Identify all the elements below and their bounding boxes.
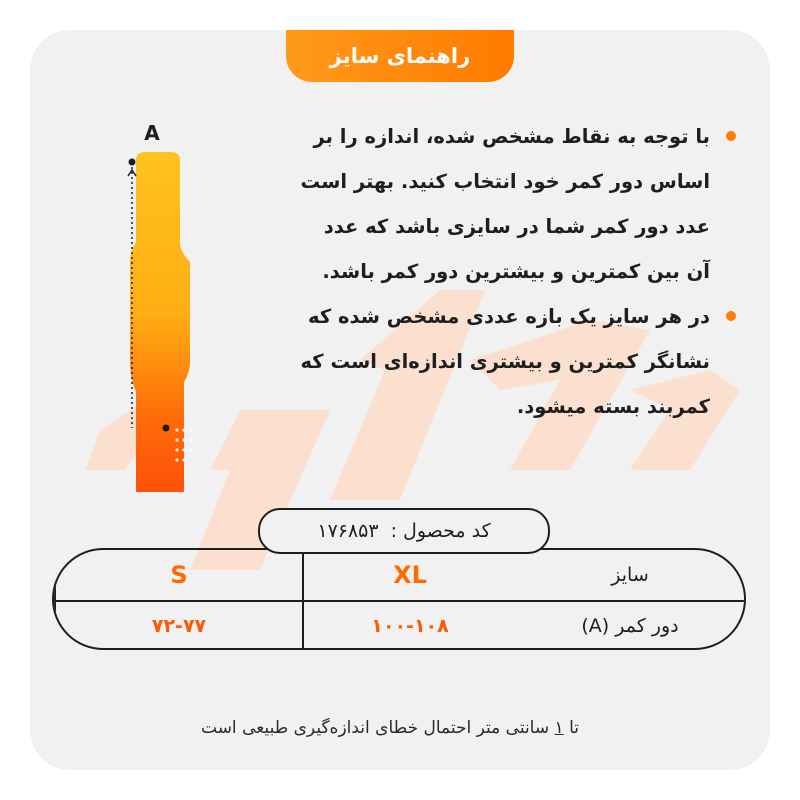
product-code-label: کد محصول :	[390, 520, 491, 542]
bullet-dot-icon	[726, 131, 736, 141]
footnote-prefix: تا	[569, 718, 579, 738]
table-row	[54, 600, 744, 650]
instruction-text: در هر سایز یک بازه عددی مشخص شده که نشانگر کمترین و بیشتری اندازه‌ای است که کمربند بسته میشود.	[300, 305, 710, 418]
row-label-cell: دور کمر (A)	[581, 615, 679, 637]
footnote	[150, 718, 630, 738]
footnote-number: ۱	[554, 718, 564, 738]
belt-shape	[130, 152, 190, 492]
belt-label-a: A	[144, 121, 160, 145]
measure-point-bottom	[163, 425, 170, 432]
size-s-header: S	[54, 550, 302, 600]
header-label-cell: سایز	[611, 564, 649, 586]
size-guide-card	[30, 30, 770, 770]
size-xl-header: XL	[302, 550, 516, 600]
instruction-item	[298, 114, 738, 294]
product-code-value: ۱۷۶۸۵۳	[317, 520, 379, 542]
range-s-cell: ۷۲-۷۷	[54, 602, 302, 650]
measure-point-top-left	[129, 159, 136, 166]
size-table	[52, 548, 746, 650]
instruction-text: با توجه به نقاط مشخص شده، اندازه را بر اساس دور کمر خود انتخاب کنید. بهتر است عدد دور کمر شما در سایزی باشد که عدد آن بین کمترین و بیشترین دور کمر باشد.	[300, 125, 710, 283]
instruction-item	[298, 294, 738, 429]
instructions-list	[298, 114, 738, 429]
bullet-dot-icon	[726, 311, 736, 321]
footnote-suffix: سانتی متر احتمال خطای اندازه‌گیری طبیعی است	[201, 718, 550, 738]
range-xl-cell: ۱۰۰-۱۰۸	[302, 602, 516, 650]
belt-illustration	[122, 92, 192, 492]
product-code-badge	[258, 508, 550, 554]
table-header-row	[54, 550, 744, 600]
page-title: راهنمای سایز	[286, 30, 514, 82]
